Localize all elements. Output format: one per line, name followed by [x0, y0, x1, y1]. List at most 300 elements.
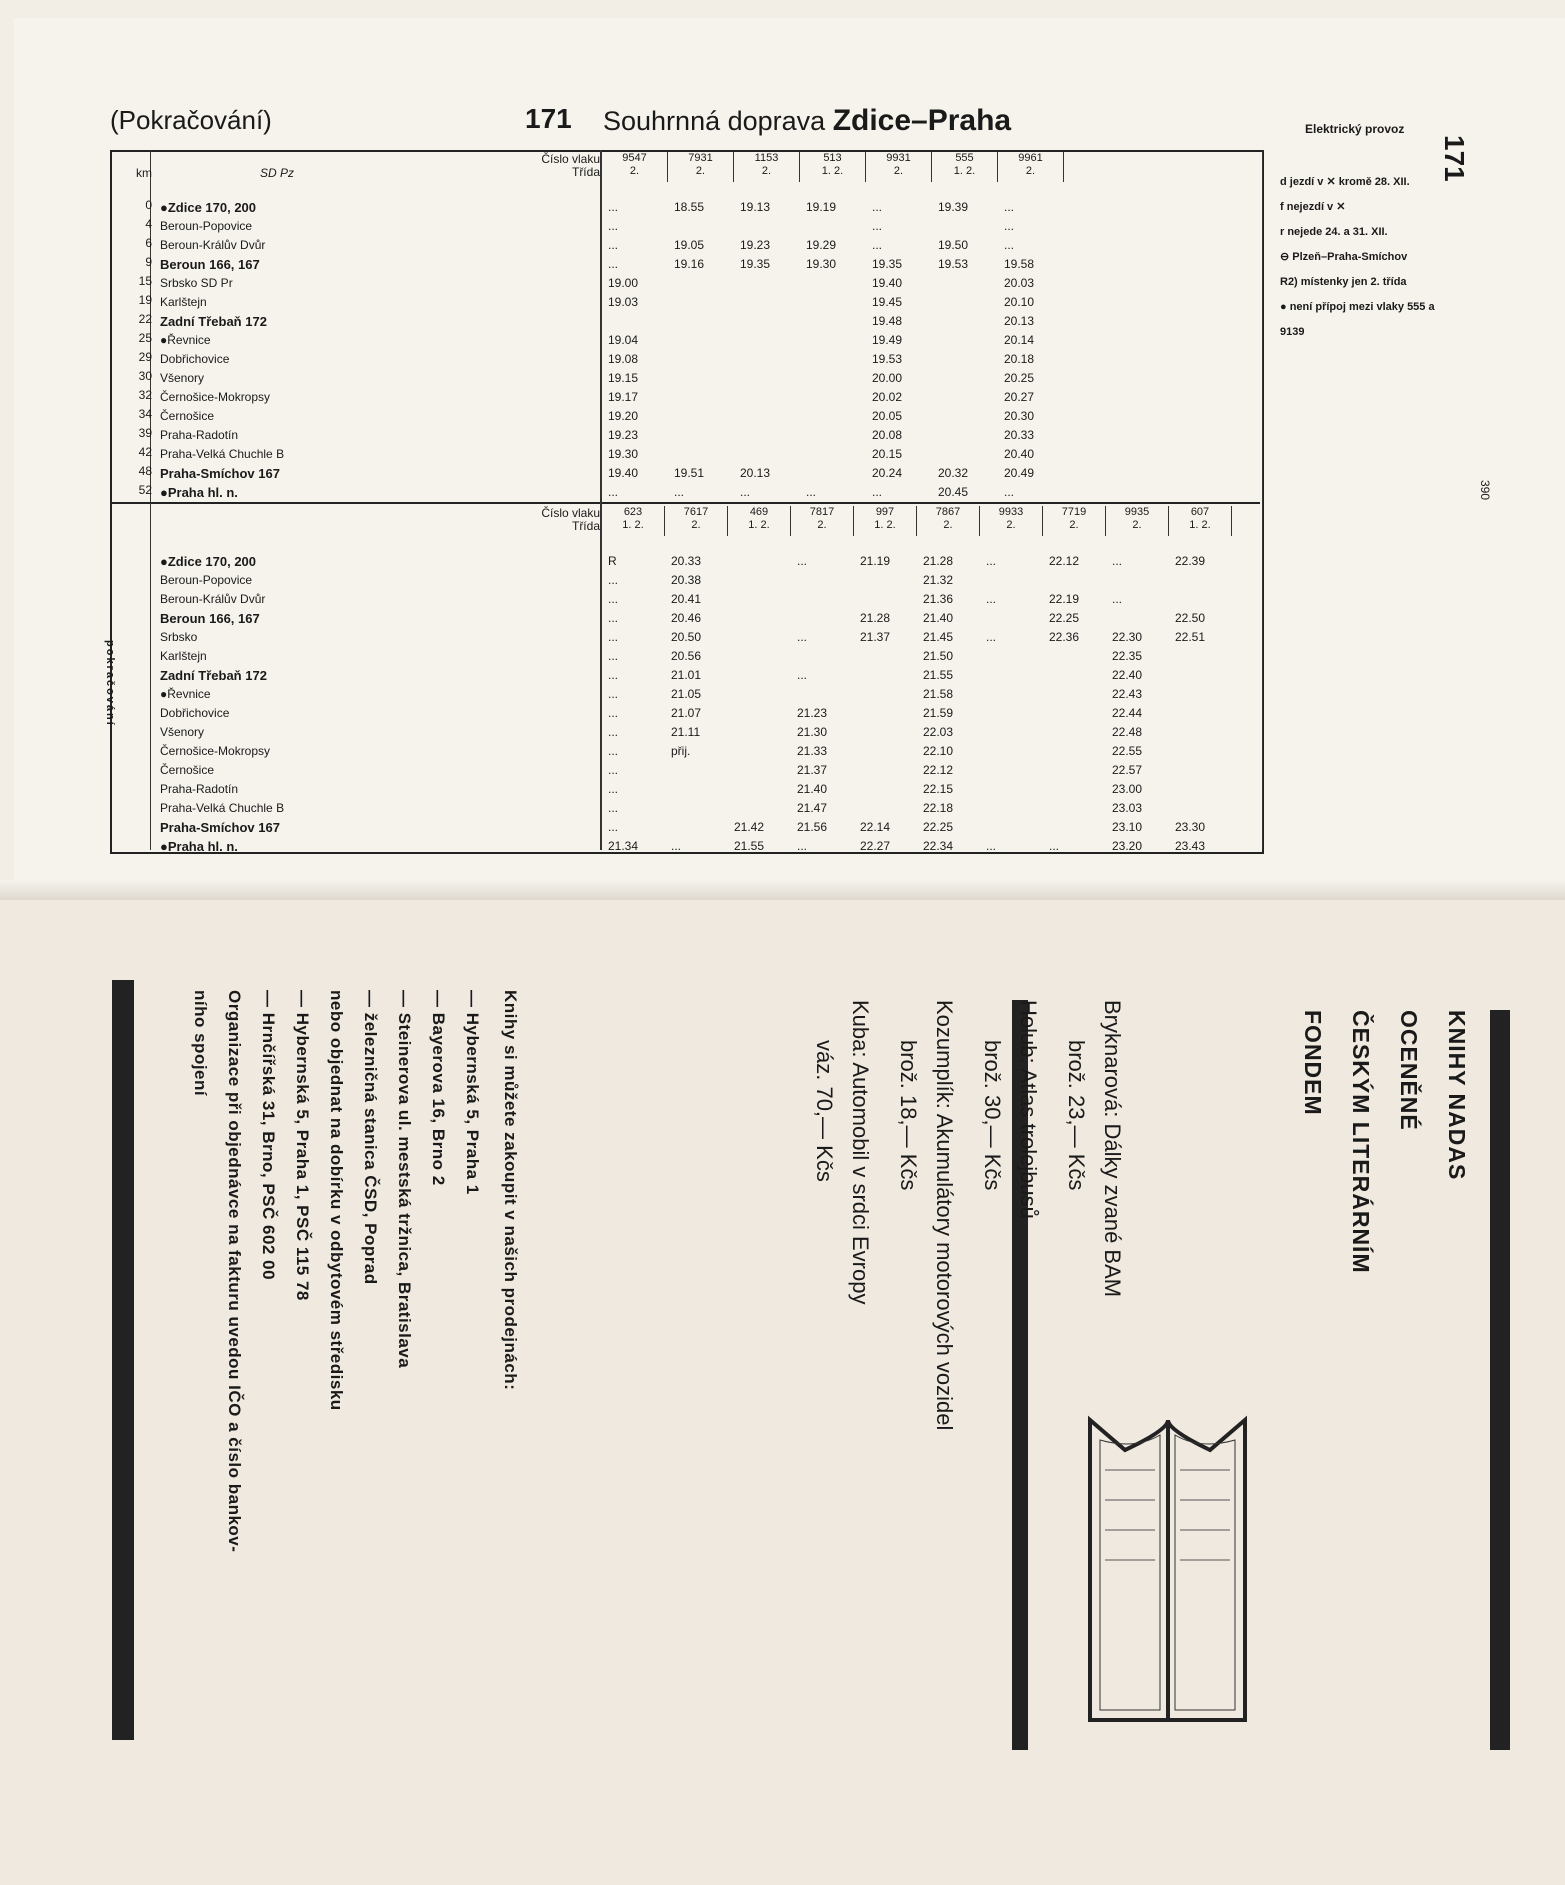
train-class: 2. [629, 165, 640, 177]
time-cell: 20.50 [671, 630, 702, 644]
train-number: 9547 [622, 152, 647, 164]
km-value: 52 [138, 483, 152, 497]
km-value: 4 [145, 217, 152, 231]
time-cell [980, 685, 1043, 704]
shop-line: nebo objednat na dobírku v odbytovém středisku [327, 990, 346, 1411]
timetable-row [602, 571, 1372, 590]
time-cell [854, 571, 917, 590]
book-price: brož. 18,— Kčs [896, 1040, 921, 1191]
book-price: brož. 30,— Kčs [980, 1040, 1005, 1191]
time-cell: 21.37 [797, 763, 828, 777]
timetable-row [602, 274, 1372, 293]
time-cell: 22.39 [1175, 554, 1206, 568]
time-cell: 22.10 [923, 744, 954, 758]
time-cell: ... [872, 200, 883, 214]
timetable-row [602, 818, 1372, 837]
train-class: 2. [943, 519, 953, 531]
station-name: Praha-Smíchov 167 [160, 466, 280, 481]
time-cell: 19.40 [872, 276, 903, 290]
time-cell: 20.13 [1004, 314, 1035, 328]
time-cell: 20.15 [872, 447, 903, 461]
time-cell: 20.10 [1004, 295, 1035, 309]
time-cell [800, 274, 866, 293]
book-title: Kuba: Automobil v srdci Evropy [848, 1000, 873, 1305]
train-number: 513 [823, 152, 842, 164]
time-cell: 19.35 [740, 257, 771, 271]
time-cell: ... [608, 763, 619, 777]
shop-line: — železničná stanica ČSD, Poprad [361, 990, 380, 1285]
shop-line: — Hybernská 5, Praha 1 [463, 990, 482, 1195]
time-cell: 21.55 [734, 839, 765, 853]
time-cell [665, 761, 728, 780]
km-value: 30 [138, 369, 152, 383]
advert-heading-line: OCENĚNÉ [1396, 1010, 1422, 1131]
time-cell: 23.43 [1175, 839, 1206, 853]
km-value: 29 [138, 350, 152, 364]
time-cell: ... [608, 485, 619, 499]
time-cell [932, 293, 998, 312]
train-number: 9931 [886, 152, 911, 164]
time-cell: 20.33 [671, 554, 702, 568]
time-cell [668, 331, 734, 350]
time-cell: 20.38 [671, 573, 702, 587]
station-name: ●Zdice 170, 200 [160, 554, 257, 569]
timetable-row [602, 388, 1372, 407]
time-cell: 21.32 [923, 573, 954, 587]
time-cell: 20.32 [938, 466, 969, 480]
train-header [668, 152, 734, 182]
time-cell [800, 388, 866, 407]
train-number: 9961 [1018, 152, 1043, 164]
time-cell [1043, 647, 1106, 666]
time-cell: 21.40 [797, 782, 828, 796]
time-cell: ... [1004, 238, 1015, 252]
time-cell: 20.46 [671, 611, 702, 625]
time-cell [734, 312, 800, 331]
train-header [917, 506, 980, 536]
train-number: 9933 [998, 506, 1024, 518]
time-cell [728, 799, 791, 818]
km-value: 0 [145, 198, 152, 212]
km-value: 19 [138, 293, 152, 307]
time-cell: 22.12 [923, 763, 954, 777]
time-cell: 19.13 [740, 200, 771, 214]
book-title: Holub: Atlas trolejbusů [1016, 1000, 1041, 1219]
timetable-row [602, 761, 1372, 780]
shop-line: ního spojení [191, 990, 210, 1097]
time-cell: 21.33 [797, 744, 828, 758]
time-cell [932, 369, 998, 388]
time-cell: přij. [671, 744, 691, 758]
time-cell: R [608, 554, 617, 568]
train-number: 7867 [935, 506, 961, 518]
time-cell: 18.55 [674, 200, 705, 214]
time-cell [1043, 723, 1106, 742]
timetable-row [602, 742, 1372, 761]
timetable-row [602, 464, 1372, 483]
time-cell: ... [872, 485, 883, 499]
time-cell [932, 407, 998, 426]
time-cell: 20.14 [1004, 333, 1035, 347]
section-divider [110, 502, 1260, 504]
train-number-label-2: Číslo vlaku [541, 506, 600, 520]
time-cell [791, 571, 854, 590]
time-cell [980, 742, 1043, 761]
time-cell [668, 407, 734, 426]
time-cell: 19.53 [938, 257, 969, 271]
time-cell [932, 426, 998, 445]
book-title: Kozumplík: Akumulátory motorových vozidel [932, 1000, 957, 1431]
timetable-row [602, 552, 1372, 571]
station-name: ●Zdice 170, 200 [160, 200, 257, 215]
time-cell [1043, 780, 1106, 799]
train-header [866, 152, 932, 182]
train-class: 2. [695, 165, 706, 177]
train-number: 7817 [809, 506, 835, 518]
time-cell [854, 647, 917, 666]
time-cell: 22.48 [1112, 725, 1143, 739]
time-cell: 20.03 [1004, 276, 1035, 290]
km-value: 48 [138, 464, 152, 478]
time-cell: 21.23 [797, 706, 828, 720]
station-name: Karlštejn [160, 295, 207, 309]
train-header [932, 152, 998, 182]
time-cell [1169, 666, 1232, 685]
time-cell: ... [674, 485, 685, 499]
train-class: 1. 2. [748, 519, 770, 531]
time-cell: 22.35 [1112, 649, 1143, 663]
time-cell: 22.14 [860, 820, 891, 834]
time-cell: 22.34 [923, 839, 954, 853]
time-cell [734, 407, 800, 426]
time-cell: ... [797, 668, 808, 682]
shop-line: — Hrnčířská 31, Brno, PSČ 602 00 [259, 990, 278, 1281]
train-header [665, 506, 728, 536]
time-cell: ... [797, 630, 808, 644]
time-cell: 19.03 [608, 295, 639, 309]
book-price: brož. 23,— Kčs [1064, 1040, 1089, 1191]
km-value: 22 [138, 312, 152, 326]
time-cell [668, 388, 734, 407]
time-cell: 21.34 [608, 839, 639, 853]
timetable-row [602, 780, 1372, 799]
time-cell [668, 293, 734, 312]
time-cell [932, 217, 998, 236]
time-cell: ... [608, 801, 619, 815]
time-cell: ... [608, 668, 619, 682]
time-cell: ... [608, 820, 619, 834]
timetable-row [602, 293, 1372, 312]
time-cell [665, 780, 728, 799]
time-cell: 23.30 [1175, 820, 1206, 834]
train-class: 1. 2. [953, 165, 976, 177]
time-cell [1169, 761, 1232, 780]
time-cell [800, 312, 866, 331]
time-cell: ... [608, 238, 619, 252]
train-number: 9935 [1124, 506, 1150, 518]
time-cell: 22.44 [1112, 706, 1143, 720]
train-number: 7719 [1061, 506, 1087, 518]
train-header [734, 152, 800, 182]
time-cell: 20.24 [872, 466, 903, 480]
time-cell [854, 780, 917, 799]
time-cell [734, 274, 800, 293]
time-cell: 20.49 [1004, 466, 1035, 480]
time-cell [728, 647, 791, 666]
time-cell [1169, 723, 1232, 742]
time-cell: ... [608, 687, 619, 701]
open-book-icon [1080, 1410, 1255, 1730]
time-cell: 19.30 [608, 447, 639, 461]
train-class: 1. 2. [1189, 519, 1211, 531]
station-name: ●Praha hl. n. [160, 485, 238, 500]
station-name: Srbsko [160, 630, 198, 644]
time-cell: 21.40 [923, 611, 954, 625]
shop-line: — Steinerova ul. mestská tržnica, Bratislava [395, 990, 414, 1369]
time-cell [980, 704, 1043, 723]
time-cell: 22.50 [1175, 611, 1206, 625]
time-cell: 20.08 [872, 428, 903, 442]
station-name: Beroun-Králův Dvůr [160, 592, 266, 606]
train-header [854, 506, 917, 536]
time-cell: ... [872, 238, 883, 252]
class-label-2: Třída [571, 519, 600, 533]
station-name: Všenory [160, 371, 205, 385]
time-cell [854, 723, 917, 742]
time-cell: 22.19 [1049, 592, 1080, 606]
time-cell [1169, 799, 1232, 818]
time-cell [728, 609, 791, 628]
train-class: 1. 2. [821, 165, 844, 177]
time-cell [932, 445, 998, 464]
timetable-row [602, 483, 1372, 502]
time-cell [791, 590, 854, 609]
time-cell [665, 799, 728, 818]
time-cell [1043, 742, 1106, 761]
train-header [1169, 506, 1232, 536]
time-cell: 20.27 [1004, 390, 1035, 404]
train-class: 2. [1132, 519, 1142, 531]
train-class: 2. [817, 519, 827, 531]
time-cell: 22.36 [1049, 630, 1080, 644]
time-cell: ... [986, 554, 997, 568]
km-value: 25 [138, 331, 152, 345]
time-cell [800, 445, 866, 464]
time-cell: 20.18 [1004, 352, 1035, 366]
time-cell [980, 723, 1043, 742]
time-cell: 20.00 [872, 371, 903, 385]
timetable-row [602, 666, 1372, 685]
time-cell: 21.30 [797, 725, 828, 739]
time-cell: ... [1004, 200, 1015, 214]
train-number: 997 [875, 506, 895, 518]
time-cell: 22.15 [923, 782, 954, 796]
time-cell: 21.19 [860, 554, 891, 568]
station-name: ●Praha hl. n. [160, 839, 238, 854]
train-class: 2. [893, 165, 904, 177]
time-cell: 19.23 [740, 238, 771, 252]
time-cell: ... [608, 649, 619, 663]
time-cell: 21.45 [923, 630, 954, 644]
note-line: R2) místenky jen 2. třída [1280, 276, 1407, 288]
time-cell: ... [608, 611, 619, 625]
train-class: 2. [761, 165, 772, 177]
timetable-row [602, 255, 1372, 274]
time-cell [665, 818, 728, 837]
km-value: 9 [145, 255, 152, 269]
time-cell: ... [986, 592, 997, 606]
timetable-row [602, 198, 1372, 217]
time-cell: 19.58 [1004, 257, 1035, 271]
time-cell [734, 293, 800, 312]
km-value: 42 [138, 445, 152, 459]
station-name: Dobřichovice [160, 706, 230, 720]
timetable-row [602, 350, 1372, 369]
time-cell [1043, 704, 1106, 723]
km-value: 6 [145, 236, 152, 250]
time-cell: 22.30 [1112, 630, 1143, 644]
note-line: f nejezdí v ✕ [1280, 201, 1346, 213]
time-cell [800, 464, 866, 483]
page-number: 390 [1478, 480, 1492, 501]
time-cell: 19.19 [806, 200, 837, 214]
time-cell: ... [1004, 485, 1015, 499]
time-cell [980, 818, 1043, 837]
time-cell: 22.18 [923, 801, 954, 815]
time-cell [854, 685, 917, 704]
time-cell: 19.50 [938, 238, 969, 252]
time-cell [980, 761, 1043, 780]
time-cell [1169, 742, 1232, 761]
time-cell: 21.59 [923, 706, 954, 720]
time-cell [668, 312, 734, 331]
time-cell: 21.28 [860, 611, 891, 625]
timetable-row [602, 685, 1372, 704]
time-cell [980, 647, 1043, 666]
time-cell [668, 445, 734, 464]
time-cell: 21.55 [923, 668, 954, 682]
station-name: Černošice [160, 409, 215, 423]
train-header [1043, 506, 1106, 536]
time-cell: ... [1112, 554, 1123, 568]
advert-bar-right [1490, 1010, 1510, 1750]
km-value: 15 [138, 274, 152, 288]
time-cell: ... [740, 485, 751, 499]
time-cell: ... [671, 839, 682, 853]
station-label: SD Pz [260, 166, 295, 180]
station-name: Srbsko SD Pr [160, 276, 233, 290]
time-cell [980, 609, 1043, 628]
time-cell [1169, 685, 1232, 704]
time-cell [854, 799, 917, 818]
time-cell: 19.16 [674, 257, 705, 271]
time-cell [1043, 571, 1106, 590]
time-cell: 19.53 [872, 352, 903, 366]
station-name: Černošice-Mokropsy [160, 390, 271, 404]
time-cell [932, 274, 998, 293]
shop-line: — Bayerova 16, Brno 2 [429, 990, 448, 1186]
time-cell: 20.13 [740, 466, 771, 480]
time-cell [854, 742, 917, 761]
station-name: Dobřichovice [160, 352, 230, 366]
side-table-number: 171 [1439, 135, 1470, 182]
train-header [998, 152, 1064, 182]
train-header [980, 506, 1043, 536]
time-cell: 23.00 [1112, 782, 1143, 796]
station-name: Zadní Třebaň 172 [160, 314, 267, 329]
book-title: Bryknarová: Dálky zvané BAM [1100, 1000, 1125, 1298]
train-header [728, 506, 791, 536]
time-cell: 21.47 [797, 801, 828, 815]
time-cell [980, 799, 1043, 818]
page-title [603, 104, 1011, 138]
time-cell: 19.08 [608, 352, 639, 366]
time-cell [800, 350, 866, 369]
timetable-row [602, 704, 1372, 723]
time-cell [800, 407, 866, 426]
time-cell [1169, 571, 1232, 590]
timetable-row [602, 369, 1372, 388]
time-cell: 20.56 [671, 649, 702, 663]
train-class: 2. [1025, 165, 1036, 177]
time-cell: 23.10 [1112, 820, 1143, 834]
time-cell: 21.01 [671, 668, 702, 682]
time-cell [734, 217, 800, 236]
time-cell [728, 723, 791, 742]
advert-heading-line: KNIHY NADAS [1444, 1010, 1470, 1181]
time-cell: 19.17 [608, 390, 639, 404]
km-label: km [136, 166, 152, 180]
time-cell [932, 350, 998, 369]
train-number: 607 [1190, 506, 1210, 518]
time-cell: ... [1112, 592, 1123, 606]
time-cell [1169, 647, 1232, 666]
train-class: 1. 2. [622, 519, 644, 531]
time-cell: 21.28 [923, 554, 954, 568]
time-cell: 22.27 [860, 839, 891, 853]
timetable-row [602, 799, 1372, 818]
time-cell [1169, 704, 1232, 723]
time-cell: 19.00 [608, 276, 639, 290]
time-cell: ... [608, 219, 619, 233]
time-cell [728, 742, 791, 761]
time-cell: ... [608, 706, 619, 720]
time-cell [668, 217, 734, 236]
time-cell: 22.43 [1112, 687, 1143, 701]
time-cell: 22.12 [1049, 554, 1080, 568]
time-cell: 23.03 [1112, 801, 1143, 815]
time-cell: ... [608, 592, 619, 606]
time-cell: ... [872, 219, 883, 233]
time-cell [800, 331, 866, 350]
train-number: 555 [955, 152, 974, 164]
time-cell: ... [608, 782, 619, 796]
time-cell [1043, 666, 1106, 685]
time-cell: 22.40 [1112, 668, 1143, 682]
time-cell: 22.03 [923, 725, 954, 739]
time-cell [980, 666, 1043, 685]
time-cell: 21.05 [671, 687, 702, 701]
class-label: Třída [571, 165, 600, 179]
time-cell [728, 780, 791, 799]
time-cell: 19.30 [806, 257, 837, 271]
time-cell [728, 704, 791, 723]
time-cell [980, 780, 1043, 799]
time-cell [1043, 799, 1106, 818]
time-cell [668, 369, 734, 388]
train-header [602, 506, 665, 536]
time-cell [791, 647, 854, 666]
